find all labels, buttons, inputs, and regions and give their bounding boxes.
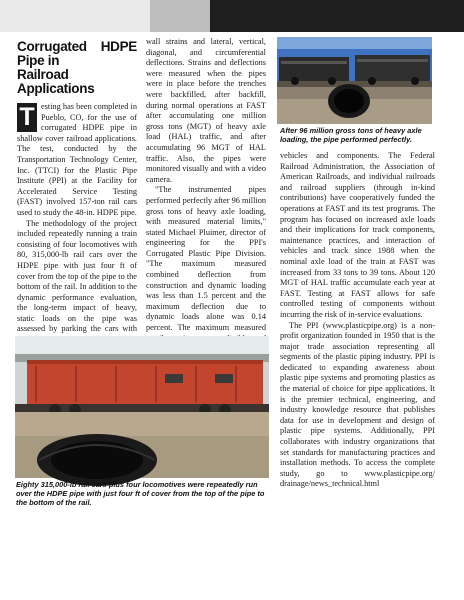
header-bar-grey xyxy=(150,0,210,32)
paragraph-fra: vehicles and components. The Federal Railroad Administration, the Association of American Railroads, and individual railroads and railroad suppliers (through in-kind contributions) have cooperatively funded the operations at FAST and its test programs. The program has focused on increased axle loads and their implications for track components, maintenance practices, and interaction of vehicles and track since 1988 when the nominal axle load of the train at FAST was increased from 33 tons to 39 tons. About 120 MGT of HAL traffic accumulate each year at FAST. Testing at FAST allows for safe controlled testing of components without incurring the risk of in-service evaluations. xyxy=(280,151,435,319)
photo-pipe-culvert xyxy=(277,37,432,124)
caption-bottom-photo: Eighty 315,000-lb rail cars plus four locomotives were repeatedly run over the HDPE pipe with just four ft of cover from the top of the pipe to the bottom of the rail. xyxy=(16,480,265,507)
paragraph-quote: "The instrumented pipes performed perfectly after 96 million gross tons of heavy axle loading, with measured material limits," stated Michael Pluimer, director of engineering for the PPI's Corrugated Plastic Pipe Division. "The maximum measured combined deflection from construction and dynamic loading was less than 1.5 percent and the maximum deflection due to dynamic loads alone was 0.14 percent. The maximum measured xyxy=(146,185,266,333)
railcar-illustration xyxy=(15,336,269,478)
paragraph-ppi: The PPI (www.plasticpipe.org) is a non-profit organization founded in 1950 that is the major trade association representing all segments of the plastic piping industry. PPI is dedicated to expanding awareness about plastic pipe systems and promoting plastics as the material of choice for pipe applications. It is the premier technical, engineering, and industry knowledge resource that publishes data for use in development and design of plastic pipe systems. Additionally, PPI collaborates with industry organizations that set standards for manufacturing practices and installation methods. To access the complete study, go to www.plasticpipe.org/ drainage/news_technical.html xyxy=(280,320,435,489)
culvert-illustration xyxy=(277,37,432,124)
paragraph-intro-text: esting has been completed in Pueblo, CO, for the use of corrugated HDPE pipe in shallow cover railroad applications. The test, conducted by the Transportation Technology Center, Inc. (TTCI) for the Plastic Pipe Institute (PPI) at the Facility for Accelerated Service Testing (FAST) involved 157-ton rail cars used to study the 48-in. HDPE pipe. xyxy=(17,102,137,217)
article-title xyxy=(17,40,137,96)
header-bar-light xyxy=(0,0,150,32)
header-bar-dark xyxy=(210,0,464,32)
photo-railcars-over-pipe xyxy=(15,336,269,478)
caption-top-photo: After 96 million gross tons of heavy axle loading, the pipe performed perfectly. xyxy=(280,126,422,144)
paragraph-strains: wall strains and lateral, vertical, diagonal, and circumferential deflections. Strains and deflections were measured when the pipes were in place before the trenches were backfilled, after backfill, during normal operations at FAST after accumulating one million gross tons (MGT) of heavy axle load (HAL) traffic, and after accumulating 96 MGT of HAL traffic. Also, the pipes were monitored visually and with a video camera. xyxy=(146,37,266,184)
title-line-2: Railroad Applications xyxy=(17,67,95,96)
drop-cap: T xyxy=(17,103,37,132)
paragraph-methodology: The methodology of the project included repeatedly running a train consisting of four locomotives with 80, 315,000-lb rail cars over the HDPE pipe with just four ft of cover from the top of the pipe to the bottom of the rail. In addition to the dynamic performance evaluation, the long-term impact of heavy, static loads on the pipe was assessed by parking the cars with xyxy=(17,218,137,334)
title-line-1: Corrugated HDPE Pipe in xyxy=(17,39,137,68)
paragraph-intro xyxy=(17,102,137,219)
article-column-3 xyxy=(280,151,435,591)
header-color-bar xyxy=(0,0,464,32)
